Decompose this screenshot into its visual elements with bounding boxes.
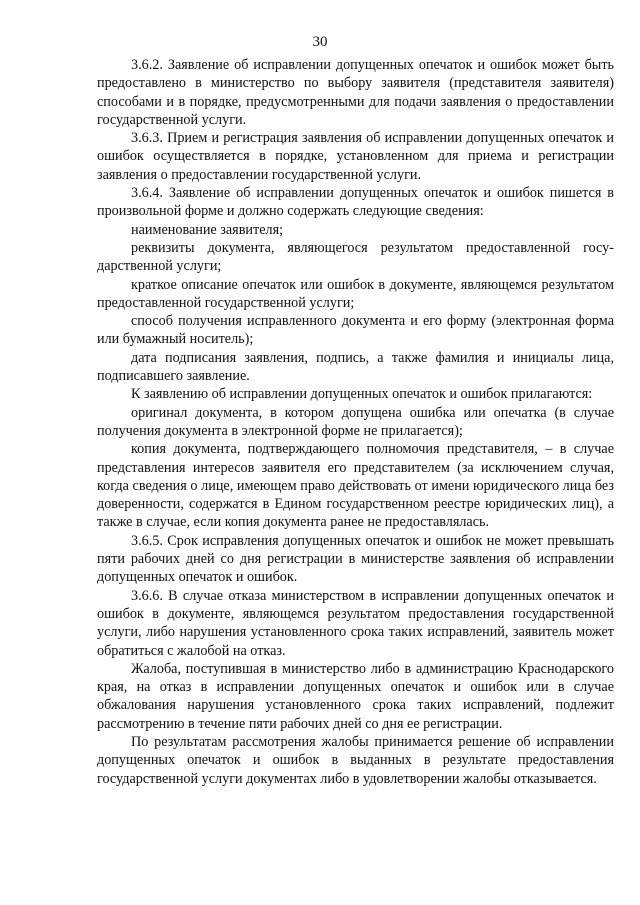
paragraph-3-6-4: 3.6.4. Заявление об исправлении допущенных опечаток и ошибок пишется в произвольной форме и должно содержать следующие сведения: [97, 185, 614, 220]
list-item-original-document: оригинал документа, в котором допущена ошибка или опечатка (в случае получения документа в электронной форме не прилагается); [97, 404, 614, 439]
paragraph-3-6-2: 3.6.2. Заявление об исправлении допущенных опечаток и ошибок может быть предоставлено в министерство по выбору заявителя (представителя заявителя) способами и в порядке, предусмотренными для подачи заявления о предоставлении государственной услуги. [97, 57, 614, 128]
list-item-signature-date: дата подписания заявления, подпись, а также фамилия и инициалы лица, подписавшего заявление. [97, 349, 614, 385]
paragraph-3-6-5: 3.6.5. Срок исправления допущенных опечаток и ошибок не может превышать пяти рабочих дней со дня регистрации в министерстве заявления об исправлении допущенных опечаток и ошибок. [97, 532, 614, 586]
paragraph-attachments: К заявлению об исправлении допущенных опечаток и ошибок прилагаются: [131, 386, 593, 403]
list-item-error-description: краткое описание опечаток или ошибок в документе, являющемся результатом предоставленной государственной услуги; [97, 276, 614, 311]
document-body [97, 56, 614, 788]
paragraph-3-6-6: 3.6.6. В случае отказа министерством в исправлении допущенных опечаток и ошибок в документе, являющемся результатом предоставления государственной услуги, либо нарушения установленного срока таких исправлений, заявитель может обратиться с жалобой на отказ. [97, 587, 614, 659]
paragraph-complaint-result: По результатам рассмотрения жалобы принимается решение об исправлении допущенных опечаток и ошибок в выданных в результате предоставления государственной услуги документах либо в удовлетворении жалобы отказывается. [97, 733, 614, 787]
list-item-document-details: реквизиты документа, являющегося результатом предоставленной государственной услуги; [97, 239, 614, 275]
page-number: 30 [312, 34, 328, 50]
list-item-power-of-attorney-copy: копия документа, подтверждающего полномочия представителя, – в случае представления интересов заявителя его представителем (за исключением случая, когда сведения о лице, имеющем право действовать от имени юридического лица без доверенности, содержатся в Едином государственном реестре юридических лиц), а также в случае, если копия документа ранее не предоставлялась. [97, 441, 614, 531]
list-item-applicant-name: наименование заявителя; [131, 221, 284, 238]
list-item-delivery-method: способ получения исправленного документа и его форму (электронная форма или бумажный носитель); [97, 313, 614, 348]
paragraph-3-6-3: 3.6.3. Прием и регистрация заявления об исправлении допущенных опечаток и ошибок осуществляется в порядке, установленном для приема и регистрации заявления о предоставлении государственной услуги. [97, 130, 614, 183]
paragraph-complaint: Жалоба, поступившая в министерство либо в администрацию Краснодарского края, на отказ в исправлении допущенных опечаток и ошибок или в случае обжалования нарушения установленного срока таких исправлений, подлежит рассмотрению в течение пяти рабочих дней со дня ее регистрации. [97, 660, 614, 732]
